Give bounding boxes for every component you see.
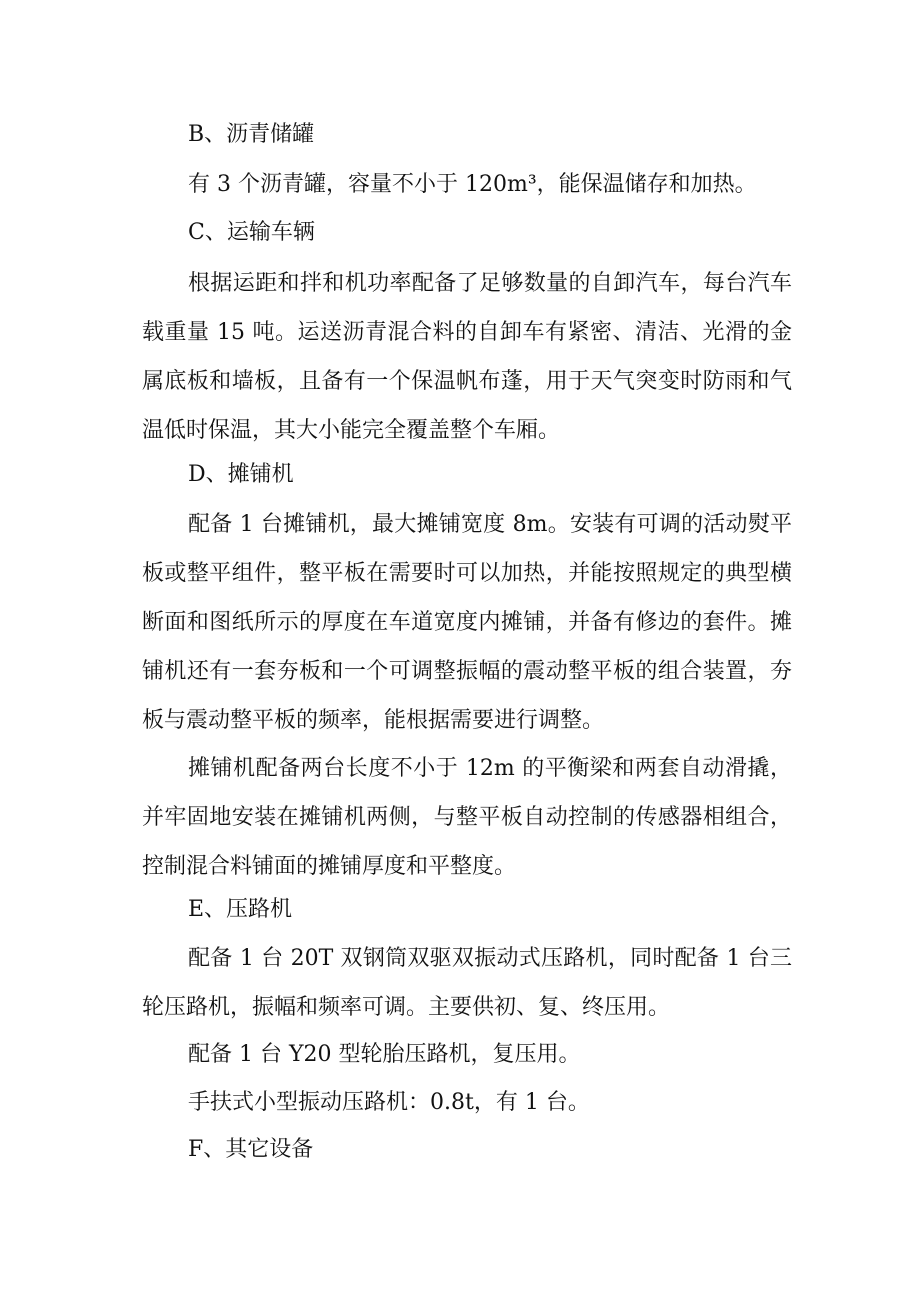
paragraph-e-3: 手扶式小型振动压路机：0.8t，有 1 台。 xyxy=(188,1090,590,1115)
paragraph-b: 有 3 个沥青罐，容量不小于 120m³，能保温储存和加热。 xyxy=(188,172,757,197)
heading-e: E、压路机 xyxy=(188,897,293,922)
paragraph-e-1: 配备 1 台 20T 双钢筒双驱双振动式压路机，同时配备 1 台三轮压路机，振幅和频率可调。主要供初、复、终压用。 xyxy=(142,946,792,1020)
paragraph-d-1: 配备 1 台摊铺机，最大摊铺宽度 8m。安装有可调的活动熨平板或整平组件，整平板在需要时可以加热，并能按照规定的典型横断面和图纸所示的厚度在车道宽度内摊铺，并备有修边的套件。摊铺机还有一套夯板和一个可调整振幅的震动整平板的组合装置，夯板与震动整平板的频率，能根据需要进行调整。 xyxy=(142,512,792,733)
heading-d: D、摊铺机 xyxy=(188,462,294,487)
paragraph-d-2: 摊铺机配备两台长度不小于 12m 的平衡梁和两套自动滑撬，并牢固地安装在摊铺机两侧，与整平板自动控制的传感器相组合，控制混合料铺面的摊铺厚度和平整度。 xyxy=(142,756,792,879)
heading-f: F、其它设备 xyxy=(188,1137,314,1162)
paragraph-c: 根据运距和拌和机功率配备了足够数量的自卸汽车，每台汽车载重量 15 吨。运送沥青混合料的自卸车有紧密、清洁、光滑的金属底板和墙板，且备有一个保温帆布蓬，用于天气突变时防雨和气温低时保温，其大小能完全覆盖整个车厢。 xyxy=(142,271,792,443)
paragraph-e-2: 配备 1 台 Y20 型轮胎压路机，复压用。 xyxy=(188,1042,581,1067)
heading-b: B、沥青储罐 xyxy=(188,122,315,147)
heading-c: C、运输车辆 xyxy=(188,220,315,245)
